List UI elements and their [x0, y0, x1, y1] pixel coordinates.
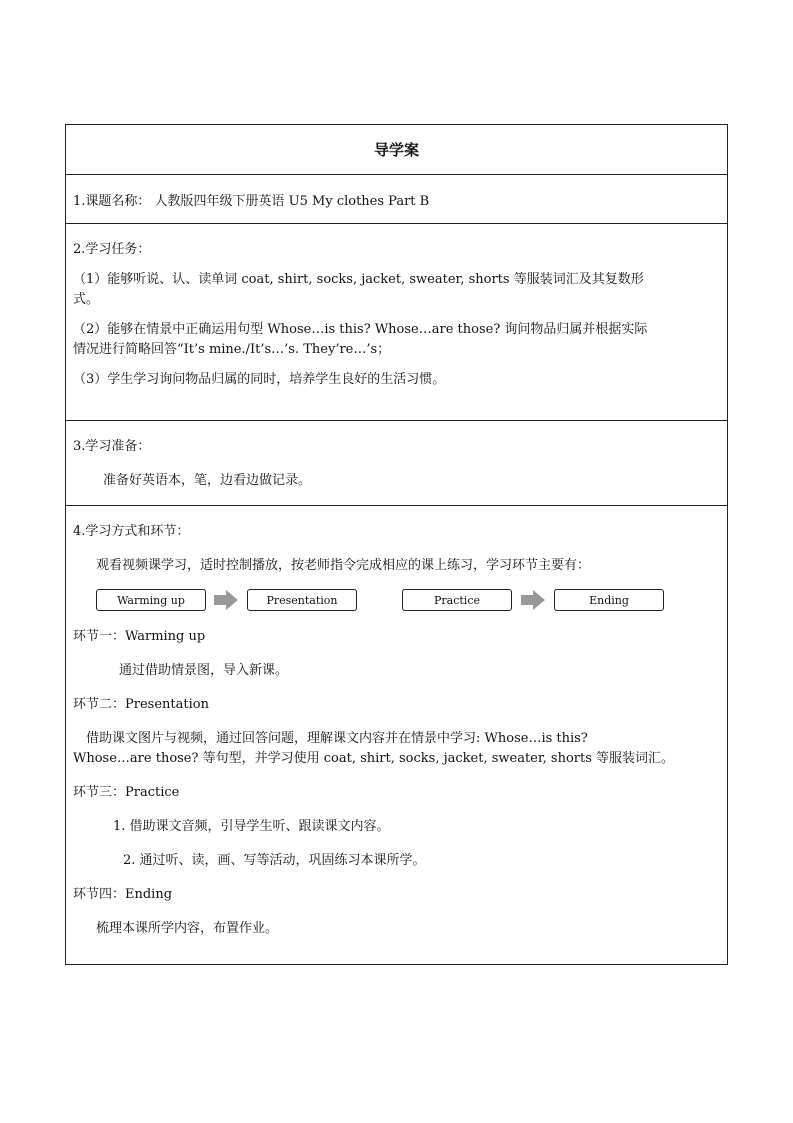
prep-heading: 3.学习准备：	[73, 439, 151, 454]
step4-title: 环节四：Ending	[73, 887, 173, 902]
course-row	[66, 175, 727, 224]
method-row	[66, 506, 727, 964]
task-item-1-line-2: 式。	[73, 292, 100, 307]
step2-text-line-2: Whose…are those? 等句型，并学习使用 coat, shirt, socks, jacket, sweater, shorts 等服装词汇。	[73, 751, 675, 766]
step2-text	[73, 729, 719, 769]
arrow-right-icon	[521, 590, 545, 610]
task-item-2	[73, 320, 719, 360]
task-item-1	[73, 270, 719, 310]
step1-title: 环节一：Warming up	[73, 629, 206, 644]
flow-step-practice: Practice	[402, 589, 512, 611]
step3-item-2: 2. 通过听、读，画、写等活动，巩固练习本课所学。	[123, 853, 426, 868]
prep-text: 准备好英语本，笔，边看边做记录。	[103, 473, 312, 488]
task-item-1-line-1: （1）能够听说、认、读单词 coat, shirt, socks, jacket, sweater, shorts 等服装词汇及其复数形	[73, 272, 644, 287]
lesson-plan-table	[65, 124, 728, 965]
flow-diagram	[73, 589, 719, 613]
task-item-2-line-2: 情况进行简略回答“It’s mine./It’s…’s. They’re…’s；	[73, 342, 391, 357]
flow-step-ending: Ending	[554, 589, 664, 611]
title-row	[66, 125, 727, 175]
prep-row	[66, 421, 727, 506]
course-name: 1.课题名称： 人教版四年级下册英语 U5 My clothes Part B	[73, 193, 430, 209]
tasks-heading: 2.学习任务：	[73, 242, 151, 257]
step4-text: 梳理本课所学内容，布置作业。	[96, 921, 279, 936]
task-item-2-line-1: （2）能够在情景中正确运用句型 Whose…is this? Whose…are those? 询问物品归属并根据实际	[73, 322, 648, 337]
flow-step-warming-up: Warming up	[96, 589, 206, 611]
step3-item-1: 1. 借助课文音频，引导学生听、跟读课文内容。	[113, 819, 390, 834]
task-item-3: （3）学生学习询问物品归属的同时，培养学生良好的生活习惯。	[73, 372, 446, 387]
doc-title: 导学案	[373, 141, 419, 159]
flow-step-presentation: Presentation	[247, 589, 357, 611]
step2-text-line-1: 借助课文图片与视频，通过回答问题，理解课文内容并在情景中学习: Whose…is this?	[86, 731, 588, 746]
tasks-row	[66, 224, 727, 421]
arrow-right-icon	[214, 590, 238, 610]
step2-title: 环节二：Presentation	[73, 697, 209, 712]
method-heading: 4.学习方式和环节：	[73, 524, 190, 539]
step1-text: 通过借助情景图，导入新课。	[119, 663, 289, 678]
method-intro: 观看视频课学习，适时控制播放，按老师指令完成相应的课上练习，学习环节主要有：	[96, 558, 591, 573]
step3-title: 环节三：Practice	[73, 785, 180, 800]
